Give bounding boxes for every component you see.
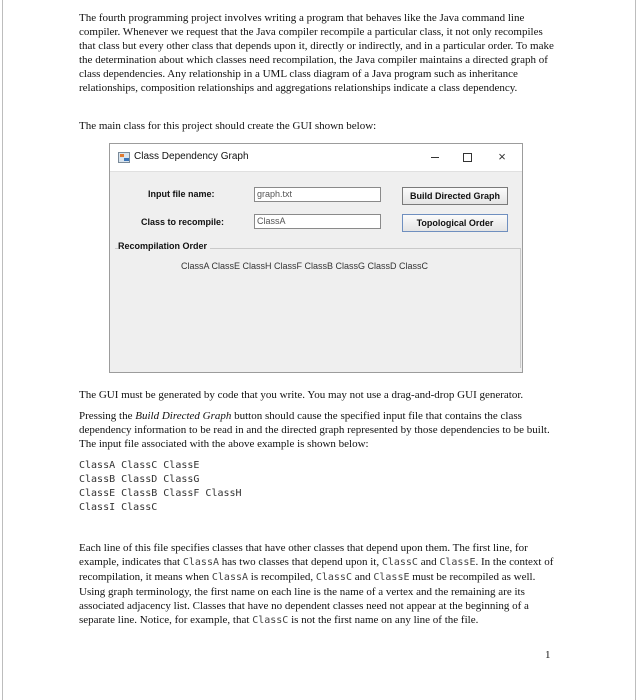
window-titlebar: [110, 144, 522, 172]
close-icon: ×: [498, 149, 506, 164]
build-directed-graph-button[interactable]: Build Directed Graph: [402, 187, 508, 205]
class-to-recompile-label: Class to recompile:: [141, 217, 225, 227]
p4-button-name: Build Directed Graph: [135, 410, 232, 422]
p4-text-before: Pressing the: [79, 410, 136, 422]
p5-s5: is recompiled,: [248, 571, 316, 583]
p5-c6: ClassE: [373, 572, 410, 583]
code-line: ClassA ClassC ClassE: [79, 460, 200, 471]
close-button[interactable]: [491, 147, 513, 167]
code-line: ClassB ClassD ClassG: [79, 474, 200, 485]
class-to-recompile-field[interactable]: ClassA: [254, 214, 381, 229]
minimize-icon: [431, 157, 439, 158]
p5-c5: ClassC: [315, 572, 352, 583]
p5-s2: has two classes that depend upon it,: [218, 556, 382, 568]
code-line: ClassE ClassB ClassF ClassH: [79, 488, 242, 499]
p5-c2: ClassC: [381, 557, 418, 568]
p5-s1: Each line of this file specifies classes that have other classes that depend upon them. The first line, for example, indicates that: [79, 542, 528, 568]
recompilation-order-output: ClassA ClassE ClassH ClassF ClassB ClassG ClassD ClassC: [181, 261, 429, 271]
page-border-left: [2, 0, 3, 700]
code-line: ClassI ClassC: [79, 502, 158, 513]
p5-c3: ClassE: [439, 557, 476, 568]
page-number: 1: [545, 649, 551, 661]
maximize-button[interactable]: [456, 147, 478, 167]
p5-s3: and: [417, 556, 440, 568]
input-file-label: Input file name:: [148, 189, 215, 199]
p5-s7: must be recompiled as well. Using graph terminology, the first name on each line is the name of a vertex and the remaining are its associated adjacency list. Classes that have no dependent classes need not appear at the beginning of a separate line. Notice, for example, that: [79, 571, 536, 626]
p5-c1: ClassA: [182, 557, 219, 568]
intro-paragraph: The fourth programming project involves writing a program that behaves like the Java command line compiler. Whenever we request that the Java compiler recompile a particular class, it not only recompiles that class but every other class that depends upon it, directly or indirectly, and in a particular order. To make the determination about which classes need recompilation, the Java compiler maintains a directed graph of class dependencies. Any relationship in a UML class diagram of a Java program such as inheritance relationships, composition relationships and aggregations relationships indicate a class dependency.: [79, 12, 554, 94]
java-app-icon: [118, 152, 130, 163]
gui-intro-paragraph: The main class for this project should create the GUI shown below:: [79, 120, 377, 132]
explanation-paragraph: [79, 541, 557, 628]
p4-text-after: button should cause the specified input file that contains the class dependency information to be read in and the directed graph represented by those dependencies to be built. The input file associated with the above example is shown below:: [79, 410, 550, 450]
minimize-button[interactable]: [424, 147, 446, 167]
input-file-field[interactable]: graph.txt: [254, 187, 381, 202]
p5-c4: ClassA: [211, 572, 249, 583]
p5-s6: and: [351, 571, 374, 583]
topological-order-button[interactable]: Topological Order: [402, 214, 508, 232]
p5-s8: is not the first name on any line of the file.: [288, 614, 479, 626]
p5-c7: ClassC: [252, 615, 289, 626]
build-graph-paragraph: [79, 409, 557, 451]
page-border-right: [635, 0, 636, 700]
gui-generation-paragraph: The GUI must be generated by code that you write. You may not use a drag-and-drop GUI generator.: [79, 389, 524, 401]
recompilation-order-title: Recompilation Order: [118, 241, 210, 251]
maximize-icon: [463, 153, 472, 162]
window-title: Class Dependency Graph: [134, 151, 249, 162]
p5-s4: . In the context of recompilation, it means when: [79, 556, 554, 583]
input-file-example: [79, 459, 379, 515]
gui-window: [109, 143, 523, 373]
